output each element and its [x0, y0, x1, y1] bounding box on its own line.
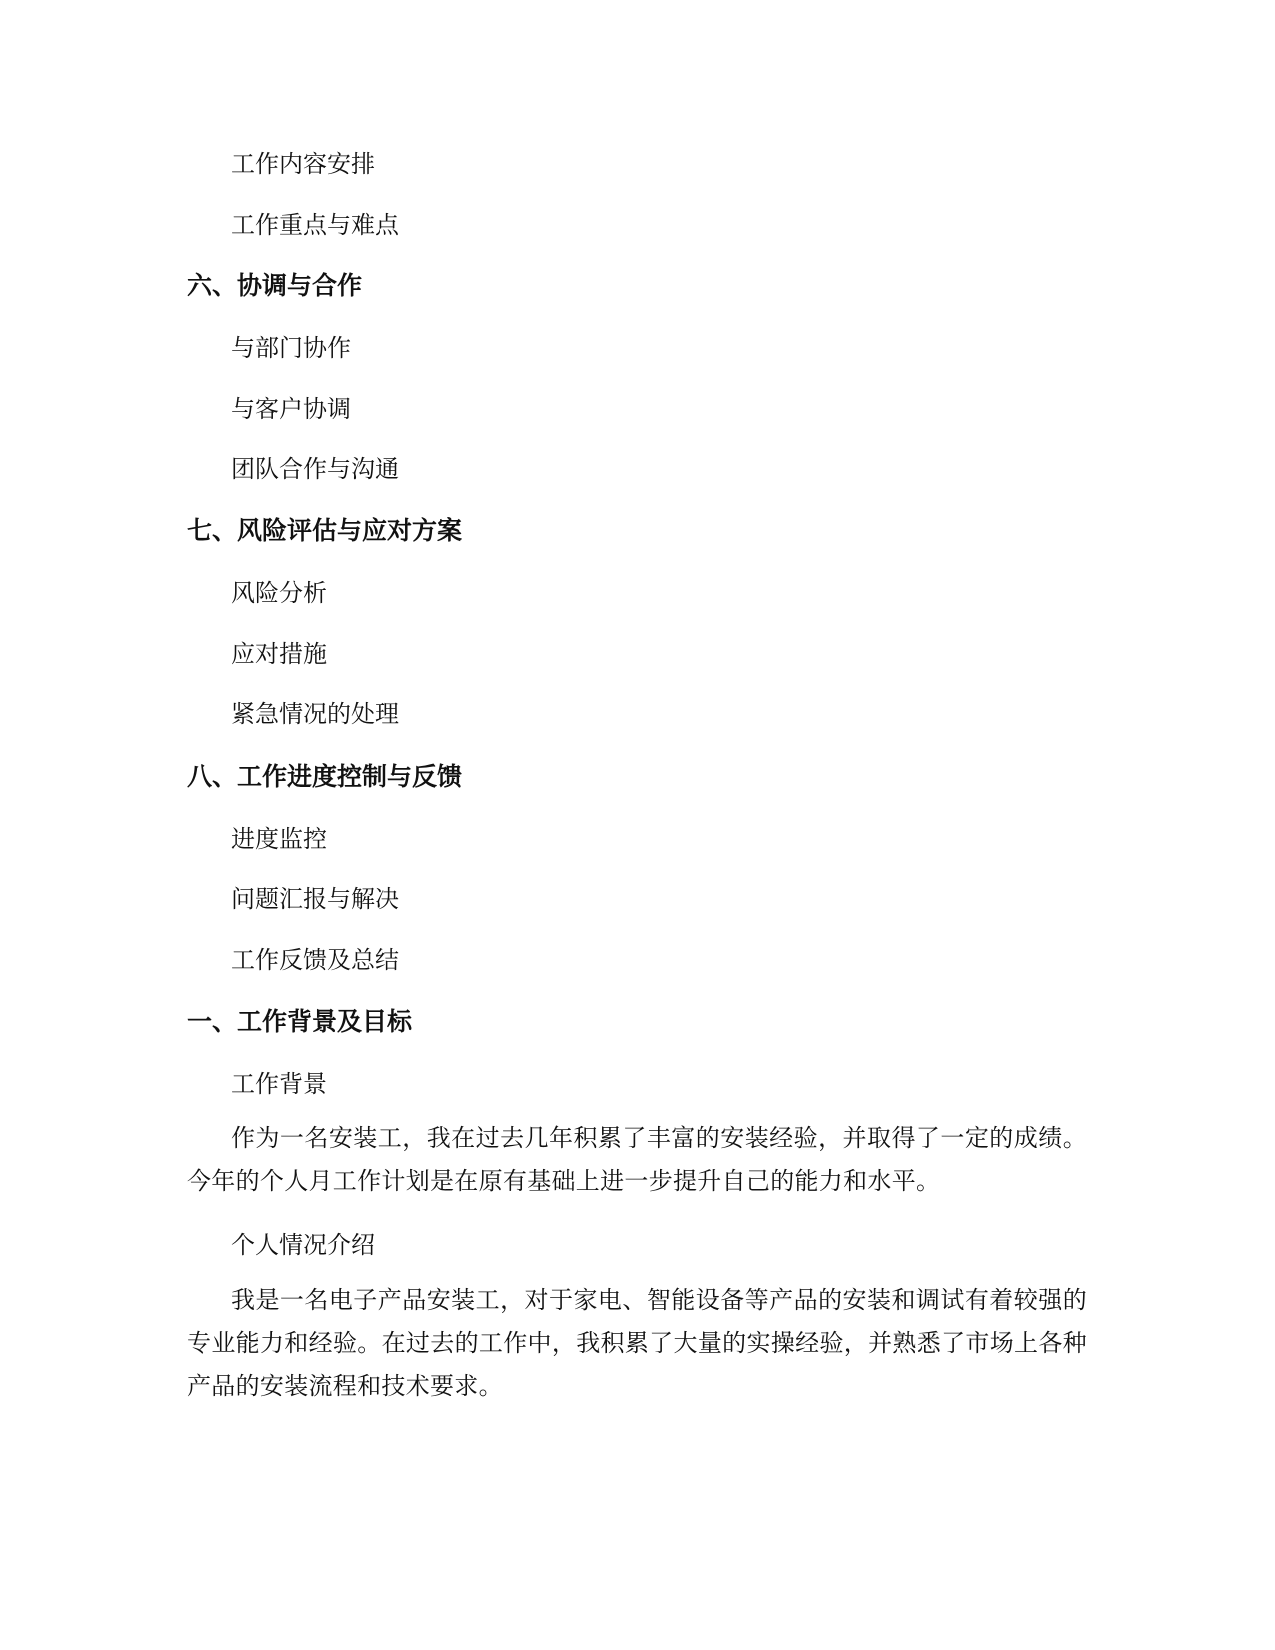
- list-item-work-content: 工作内容安排: [231, 150, 375, 178]
- list-item-issue-reporting: 问题汇报与解决: [231, 885, 399, 913]
- paragraph-background: 作为一名安装工，我在过去几年积累了丰富的安装经验，并取得了一定的成绩。今年的个人月工作计划是在原有基础上进一步提升自己的能力和水平。: [187, 1124, 1087, 1195]
- list-item-feedback-summary: 工作反馈及总结: [231, 946, 399, 974]
- list-item-personal-intro: 个人情况介绍: [231, 1231, 375, 1259]
- list-item-client-coordination: 与客户协调: [231, 395, 351, 423]
- section-heading-background: 一、工作背景及目标: [187, 1007, 413, 1036]
- section-heading-risk: 七、风险评估与应对方案: [187, 516, 463, 545]
- list-item-department-collab: 与部门协作: [231, 334, 351, 362]
- list-item-risk-analysis: 风险分析: [231, 579, 327, 607]
- list-item-countermeasures: 应对措施: [231, 640, 327, 668]
- paragraph-personal-intro: 我是一名电子产品安装工，对于家电、智能设备等产品的安装和调试有着较强的专业能力和经验。在过去的工作中，我积累了大量的实操经验，并熟悉了市场上各种产品的安装流程和技术要求。: [187, 1286, 1087, 1400]
- section-heading-progress: 八、工作进度控制与反馈: [187, 762, 463, 791]
- list-item-progress-monitoring: 进度监控: [231, 825, 327, 853]
- list-item-work-background: 工作背景: [231, 1070, 327, 1098]
- list-item-emergency: 紧急情况的处理: [231, 700, 399, 728]
- list-item-work-focus: 工作重点与难点: [231, 211, 399, 239]
- list-item-team-communication: 团队合作与沟通: [231, 455, 399, 483]
- section-heading-coordination: 六、协调与合作: [187, 271, 363, 300]
